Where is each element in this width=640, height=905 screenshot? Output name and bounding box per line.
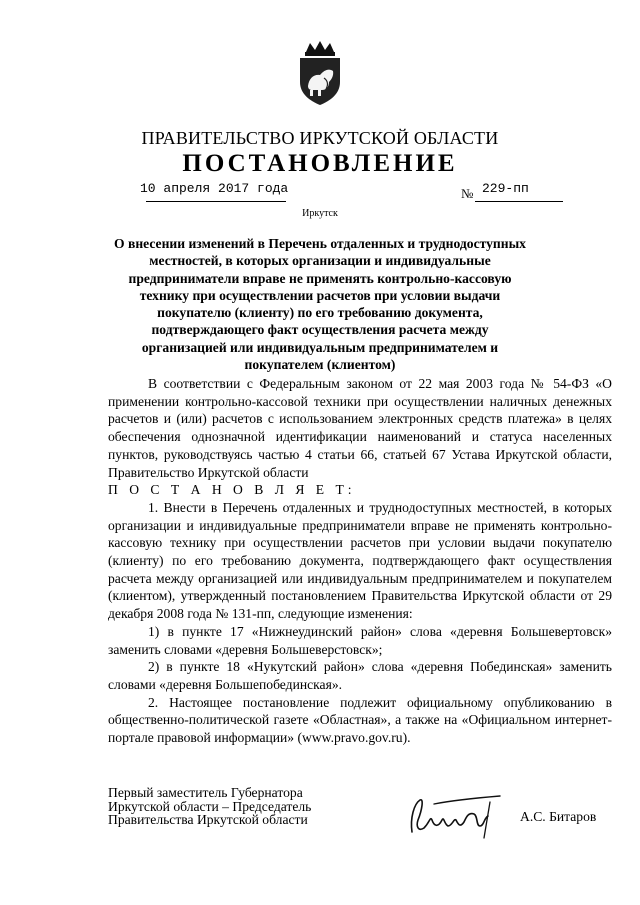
number-sign: № (461, 186, 474, 201)
preamble-paragraph: В соответствии с Федеральным законом от 22 мая 2003 года № 54-ФЗ «О применении контрольно-кассовой техники при осуществлении наличных денежных расчетов и (или) расчетов с использованием электронных средств платежа» в целях обеспечения однозначной идентификации наименований и статуса населенных пунктов, руководствуясь частью 4 статьи 66, статьей 67 Устава Иркутской области, Правительство Иркутской области (108, 376, 612, 480)
government-name: ПРАВИТЕЛЬСТВО ИРКУТСКОЙ ОБЛАСТИ (141, 128, 499, 148)
item-1-paragraph: 1. Внести в Перечень отдаленных и труднодоступных местностей, в которых организации и индивидуальные предприниматели вправе не применять контрольно-кассовую технику при осуществлении расчетов при условии выдачи покупателю (клиенту) по его требованию документа, подтверждающего факт осуществления расчета между организацией или индивидуальным предпринимателем и покупателем (клиентом), утвержденный постановлением Правительства Иркутской области от 29 декабря 2008 года № 131-пп, следующие изменения: (108, 499, 612, 622)
item-1-1-paragraph: 1) в пункте 17 «Нижнеудинский район» слова «деревня Большевертовск» заменить словами «деревня Большеверстовск»; (108, 623, 612, 657)
signer-position-line: Первый заместитель Губернатора (108, 785, 303, 800)
number-underline (475, 201, 563, 202)
signer-position (108, 786, 368, 827)
resolves-heading: П О С Т А Н О В Л Я Е Т: (108, 482, 356, 498)
coat-of-arms-icon (296, 40, 344, 106)
handwritten-signature (404, 792, 514, 840)
item-2-paragraph: 2. Настоящее постановление подлежит официальному опубликованию в общественно-политической газете «Областная», а также на «Официальном интернет-портале правовой информации» (www.pravo.gov.ru). (108, 694, 612, 746)
signer-position-line: Правительства Иркутской области (108, 812, 308, 827)
signer-name: А.С. Битаров (520, 809, 597, 824)
document-body (108, 375, 612, 747)
signer-position-line: Иркутской области – Председатель (108, 798, 312, 814)
document-number: 229-пп (482, 181, 529, 196)
document-type: ПОСТАНОВЛЕНИЕ (182, 150, 458, 177)
city-name: Иркутск (302, 208, 338, 219)
item-1-2-paragraph: 2) в пункте 18 «Нукутский район» слова «деревня Побединская» заменить словами «деревня Большепобединская». (108, 659, 612, 692)
document-title: О внесении изменений в Перечень отдаленных и труднодоступных местностей, в которых организации и индивидуальные предприниматели вправе не применять контрольно-кассовую технику при осуществлении расчетов при условии выдачи покупателю (клиенту) по его требованию документа, подтверждающего факт осуществления расчета между организацией или индивидуальным предпринимателем и покупателем (клиентом) (114, 236, 526, 373)
document-date: 10 апреля 2017 года (140, 181, 289, 196)
date-underline (146, 201, 286, 202)
